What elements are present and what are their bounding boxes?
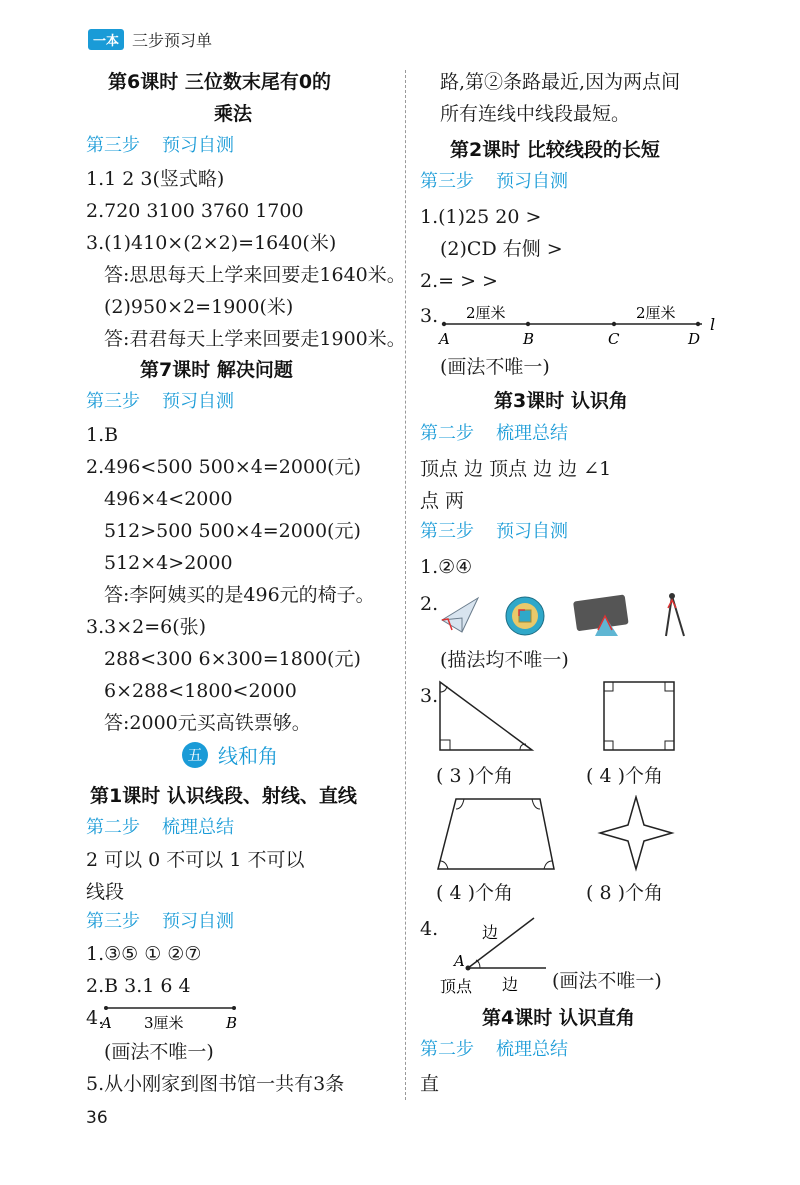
point-b-label: B <box>226 1014 238 1032</box>
answer-line: 答:李阿姨买的是496元的椅子。 <box>104 584 375 606</box>
paper-plane-icon <box>442 598 478 632</box>
answer-line: 线段 <box>86 881 125 903</box>
lesson2-title: 第2课时 比较线段的长短 <box>450 139 660 161</box>
answer-line: 3. <box>420 685 439 707</box>
lesson7-title: 第7课时 解决问题 <box>140 359 293 381</box>
lesson6-title-cont: 乘法 <box>214 103 253 125</box>
angle-count-answer: ( 8 )个角 <box>586 882 663 904</box>
trapezoid-shape <box>438 799 554 869</box>
lesson3-step2: 第二步 梳理总结 <box>420 423 568 444</box>
answer-line: 1.B <box>86 424 119 446</box>
book-title: 三步预习单 <box>132 30 213 50</box>
segments-diagram <box>436 296 726 348</box>
shapes-row-1 <box>436 680 696 752</box>
answer-line: 288<300 6×300=1800(元) <box>104 648 361 670</box>
lesson1-step2: 第二步 梳理总结 <box>86 817 234 838</box>
unit-title: 线和角 <box>218 744 278 768</box>
triangle-shape <box>440 682 532 750</box>
length-label: 2厘米 <box>636 304 676 322</box>
point-label: A <box>439 330 450 348</box>
answer-line: 4. <box>420 918 439 940</box>
segment-ab-diagram <box>100 998 250 1034</box>
answer-line: (2)CD 右侧 > <box>440 238 563 260</box>
point-a-label: A <box>101 1014 112 1032</box>
coin-icon <box>506 597 544 635</box>
lesson3-title: 第3课时 认识角 <box>494 390 628 412</box>
lesson1-title: 第1课时 认识线段、射线、直线 <box>90 785 357 807</box>
answer-line: 4. <box>86 1007 105 1029</box>
brand-badge: 一本 <box>88 29 124 50</box>
point-label: D <box>688 330 701 348</box>
answer-line: 答:思思每天上学来回要走1640米。 <box>104 264 406 286</box>
answer-line: 答:2000元买高铁票够。 <box>104 712 311 734</box>
lesson3-step3: 第三步 预习自测 <box>420 521 568 542</box>
unit-heading <box>182 740 278 769</box>
lesson7-step3: 第三步 预习自测 <box>86 391 234 412</box>
answer-line: 2 可以 0 不可以 1 不可以 <box>86 849 305 871</box>
answer-line: 6×288<1800<2000 <box>104 680 297 702</box>
answer-line: 2.496<500 500×4=2000(元) <box>86 456 361 478</box>
lesson4-step2: 第二步 梳理总结 <box>420 1039 568 1060</box>
answer-line: 所有连线中线段最短。 <box>440 103 631 125</box>
lesson2-step3: 第三步 预习自测 <box>420 171 568 192</box>
answer-line: 1.1 2 3(竖式略) <box>86 168 225 190</box>
point-label: C <box>608 330 620 348</box>
answer-line: 路,第②条路最近,因为两点间 <box>440 71 681 93</box>
square-shape <box>604 682 674 750</box>
line-label: l <box>710 315 716 334</box>
lesson4-title: 第4课时 认识直角 <box>482 1007 635 1029</box>
side-label: 边 <box>482 923 499 942</box>
answer-line: 顶点 边 顶点 边 边 ∠1 <box>420 458 612 480</box>
answer-line: (画法不唯一) <box>104 1041 214 1063</box>
answer-line: (描法均不唯一) <box>440 649 569 671</box>
page-number: 36 <box>86 1108 108 1128</box>
four-point-star-shape <box>600 797 672 869</box>
answer-line: (2)950×2=1900(米) <box>104 296 294 318</box>
answer-line: (画法不唯一) <box>552 970 662 992</box>
angle-count-answer: ( 4 )个角 <box>436 882 513 904</box>
answer-line: 直 <box>420 1073 440 1095</box>
answer-line: 512>500 500×4=2000(元) <box>104 520 361 542</box>
phone-stand-icon <box>573 594 629 636</box>
answer-line: 2. <box>420 593 439 615</box>
answer-line: 496×4<2000 <box>104 488 233 510</box>
shapes-row-2 <box>436 795 706 875</box>
answer-line: 3.(1)410×(2×2)=1640(米) <box>86 232 337 254</box>
answer-line: 3.3×2=6(张) <box>86 616 207 638</box>
answer-line: 3. <box>420 305 439 327</box>
angle-count-answer: ( 4 )个角 <box>586 765 663 787</box>
answer-line: 1.③⑤ ① ②⑦ <box>86 943 202 965</box>
lesson1-step3: 第三步 预习自测 <box>86 911 234 932</box>
angle-objects-illustration <box>440 590 700 642</box>
side-label: 边 <box>502 975 519 994</box>
length-label: 3厘米 <box>144 1014 184 1032</box>
answer-line: (画法不唯一) <box>440 356 550 378</box>
answer-line: 点 两 <box>420 490 465 512</box>
point-label: B <box>523 330 535 348</box>
lesson6-step3: 第三步 预习自测 <box>86 135 234 156</box>
page-header <box>88 26 212 52</box>
answer-line: 答:君君每天上学来回要走1900米。 <box>104 328 406 350</box>
length-label: 2厘米 <box>466 304 506 322</box>
unit-number-badge: 五 <box>182 742 208 768</box>
vertex-label: 顶点 <box>440 977 473 996</box>
answer-line: 2.= > > <box>420 270 498 292</box>
lesson6-title: 第6课时 三位数末尾有0的 <box>108 71 332 93</box>
answer-line: 512×4>2000 <box>104 552 233 574</box>
answer-line: 1.(1)25 20 > <box>420 206 542 228</box>
angle-count-answer: ( 3 )个角 <box>436 765 513 787</box>
answer-line: 5.从小刚家到图书馆一共有3条 <box>86 1073 345 1095</box>
answer-line: 2.720 3100 3760 1700 <box>86 200 304 222</box>
compass-icon <box>666 593 684 636</box>
vertex-letter: A <box>454 952 465 970</box>
column-divider <box>405 70 406 1100</box>
answer-line: 2.B 3.1 6 4 <box>86 975 191 997</box>
answer-line: 1.②④ <box>420 556 473 578</box>
